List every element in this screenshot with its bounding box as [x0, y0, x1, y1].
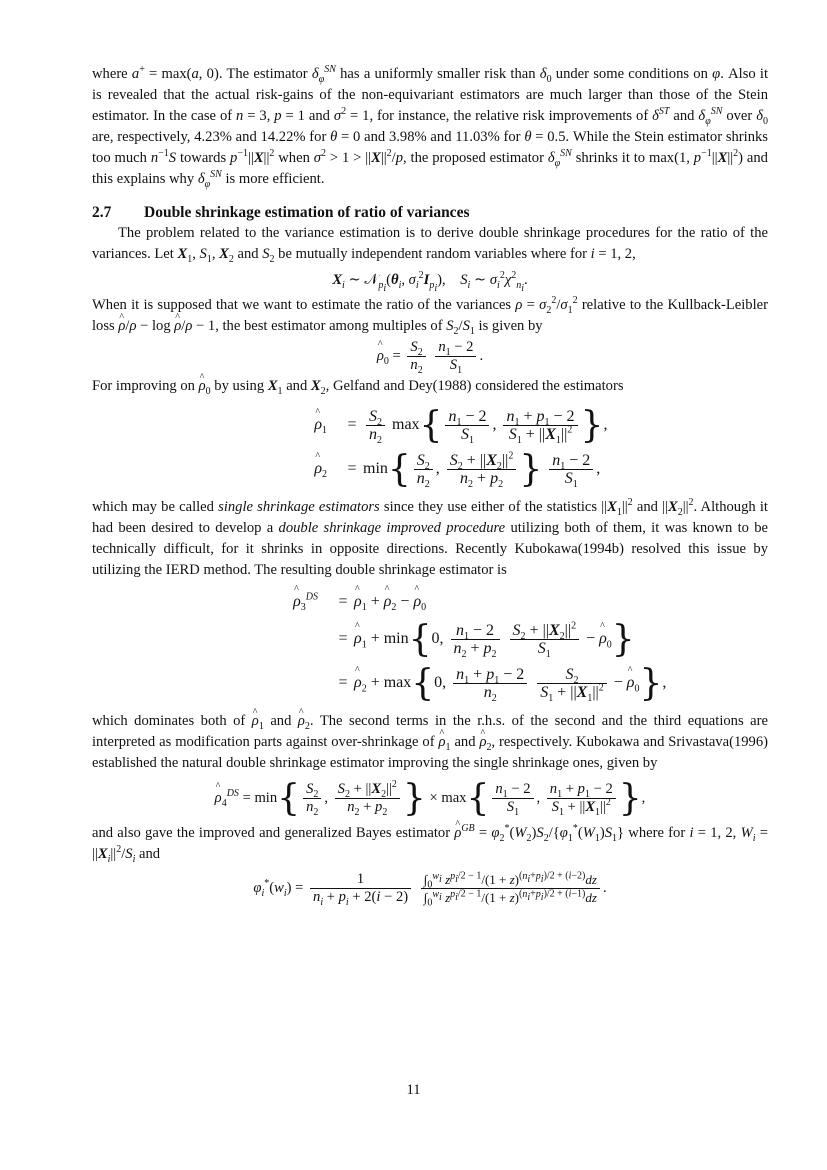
- page-body: [92, 64, 768, 912]
- paragraph-kullback-leibler: When it is supposed that we want to estimate the ratio of the variances $\rho = \sigma_2^2/\sigma_1^2$ relative to the Kullback-Leibler loss ^ ρ/ρ − log ^ ρ/ρ − 1, the best estimator among multiples of $S_2/S_1$ is given by: [92, 295, 768, 337]
- paragraph-stein-estimator: where a+ = max(a, 0). The estimator $\delta_\varphi^{SN}$ has a uniformly smaller risk than $\delta_0$ under some conditions on φ. Also it is revealed that the actual risk-gains of the non-equivariant estimators are much larger than those of the Stein estimator. In the case of n = 3, p = 1 and $\sigma^2 = 1$, for instance, the relative risk improvements of $\delta^{ST}$ and $\delta_\varphi^{SN}$ over $\delta_0$ are, respectively, 4.23% and 14.22% for θ = 0 and 3.98% and 11.03% for θ = 0.5. While the Stein estimator shrinks too much $n^{-1}S$ towards $p^{-1}||X||^2$ when $\sigma^2 > 1 > ||X||^2/p$, the proposed estimator $\delta_\varphi^{SN}$ shrinks it to max(1, $p^{-1}||X||^2$) and this explains why $\delta_\varphi^{SN}$ is more efficient.: [92, 64, 768, 190]
- paragraph-problem-statement: The problem related to the variance estimation is to derive double shrinkage procedures for the ratio of the variances. Let $X_1$, $S_1$, $X_2$ and $S_2$ be mutually independent random variables where for i = 1, 2,: [92, 225, 768, 265]
- section-heading: [92, 204, 768, 222]
- equation-rho3-ds: ^ $\rho_3^{DS}$ = ^ $\rho_1$ + ^ $\rho_2$ − ^ $\rho_0$ = ^ $\rho_1 + \min\{0$, $\frac{n_1 - 2}{n_2 + p_2}$ $\frac{S_2 + ||X_2||^2}{S_1}$ − ^ $\rho_0$} = ^ $\rho_2 + \max\{0$, $\frac{n_1 + p_1 - 2}{n_2}$ $\frac{S_2}{S_1 + ||X_1||^2}$ − ^ $\rho_0$},: [92, 587, 768, 705]
- paragraph-gelfand-dey: For improving on ^ $\rho_0$ by using $X_1$ and $X_2$, Gelfand and Dey(1988) considered the estimators: [92, 376, 768, 397]
- equation-phi-star: $\varphi_i^*(w_i)$ = $\frac{1}{n_i + p_i + 2(i - 2)}$ $\frac{\int_0^{w_i} z^{p_i/2 - 1}/(1 + z)^{(n_i+p_i)/2 + (i-2)}dz}{\int_0^{w_i} z^{p_i/2 - 1}/(1 + z)^{(n_i+p_i)/2 + (i-1)}dz}$ .: [253, 870, 607, 909]
- paragraph-modification: which dominates both of ^ $\rho_1$ and ^ $\rho_2$. The second terms in the r.h.s. of the second and the third equations are interpreted as modification parts against over-shrinkage of ^ $\rho_1$ and ^ $\rho_2$, respectively. Kubokawa and Srivastava(1996) established the natural double shrinkage estimator improving the single shrinkage ones, given by: [92, 711, 768, 774]
- section-title: Double shrinkage estimation of ratio of variances: [144, 204, 470, 221]
- equation-rho4-ds: ^ $\rho_4^{DS} = \min${ $\frac{S_2}{n_2}$ , $\frac{S_2 + ||X_2||^2}{n_2 + p_2}$ } × max{ $\frac{n_1 - 2}{S_1}$ , $\frac{n_1 + p_1 - 2}{S_1 + ||X_1||^2}$ },: [92, 778, 768, 819]
- paragraph-double-shrinkage: which may be called single shrinkage estimators since they use either of the statistics $||X_1||^2$ and $||X_2||^2$. Although it had been desired to develop a double shrinkage improved procedure utilizing both of them, it was known to be technically difficult, for it shrinks in opposite directions. Recently Kubokawa(1994b) resolved this issue by utilizing the IERD method. The resulting double shrinkage estimator is: [92, 497, 768, 578]
- page-number: 11: [406, 1082, 421, 1098]
- equation-single-shrinkage: ^ $\rho_1$ = $\frac{S_2}{n_2}$ max{ $\frac{n_1 - 2}{S_1}$ , $\frac{n_1 + p_1 - 2}{S_1 + ||X_1||^2}$ }, ^ $\rho_2$ = min{ $\frac{S_2}{n_2}$ , $\frac{S_2 + ||X_2||^2}{n_2 + p_2}$ } $\frac{n_1 - 2}{S_1}$ ,: [92, 403, 768, 491]
- equation-distribution: $X_i$ ∼ $𝒩_{p_i}(\theta_i$, $\sigma_i^2I_{p_i}$), $S_i$ ∼ $\sigma_i^2\chi^2_{n_i}$.: [332, 270, 528, 294]
- section-number: 2.7: [92, 204, 112, 221]
- equation-rho0: ^ $\rho_0$ = $\frac{S_2}{n_2}$ $\frac{n_1 - 2}{S_1}$ .: [92, 339, 768, 374]
- paragraph-generalized-bayes: and also gave the improved and generalized Bayes estimator ^ $\rho^{GB} = \varphi_2^*(W_2)S_2/\{\varphi_1^*(W_1)S_1\}$ where for i = 1, 2, $W_i = ||X_i||^2/S_i$ and: [92, 823, 768, 865]
